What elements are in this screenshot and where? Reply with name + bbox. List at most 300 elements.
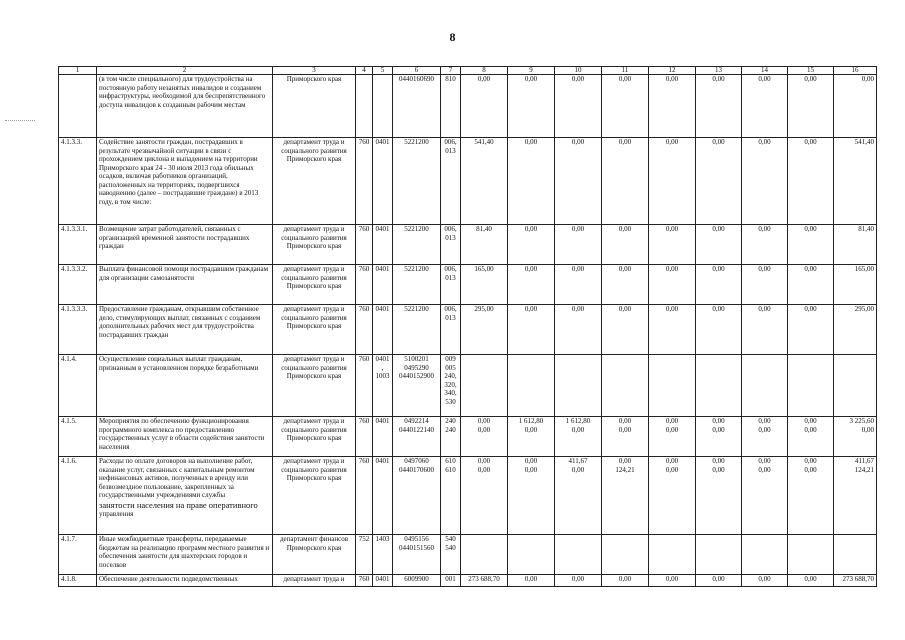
- target-article: 5221200: [404, 225, 429, 233]
- target-article: 0440152900: [399, 372, 434, 380]
- table-row: [59, 457, 877, 535]
- amount-cell: 165,00: [461, 265, 508, 305]
- expense-type-codes: [441, 225, 461, 265]
- responsible-org: Приморского края: [273, 75, 356, 138]
- expense-type: 540: [445, 535, 456, 543]
- amount-cell: 0,00: [788, 75, 834, 138]
- item-name-part: управления: [99, 509, 134, 518]
- amount-cell: [649, 417, 696, 457]
- amount-value: 0,00: [712, 425, 725, 434]
- table-body: [59, 67, 877, 587]
- amount-value: 0,00: [712, 465, 725, 474]
- amount-value: 0,00: [804, 457, 817, 465]
- expense-type-codes: [441, 265, 461, 305]
- target-article: 5221200: [404, 265, 429, 273]
- header-cell: 13: [696, 67, 742, 75]
- amount-cell: 165,00: [834, 265, 877, 305]
- amount-value: 0,00: [861, 425, 874, 434]
- section-code: [373, 75, 393, 138]
- amount-stack: [604, 417, 646, 434]
- amount-cell: [649, 457, 696, 535]
- section-code: 0401: [373, 417, 393, 457]
- ministry-code: 760: [356, 575, 373, 587]
- amount-stack: [651, 457, 693, 474]
- amount-cell: 0,00: [602, 265, 649, 305]
- header-cell: 14: [742, 67, 788, 75]
- code-stack: [443, 575, 458, 584]
- target-article-codes: [393, 225, 441, 265]
- header-cell: 15: [788, 67, 834, 75]
- amount-stack: [604, 457, 646, 474]
- amount-value: 0,00: [477, 457, 491, 465]
- table-row: [59, 355, 877, 417]
- amount-value: 124,21: [615, 465, 635, 474]
- amount-cell: [555, 535, 602, 575]
- amount-cell: 0,00: [649, 575, 696, 587]
- amount-cell: [742, 535, 788, 575]
- target-article-codes: [393, 457, 441, 535]
- amount-cell: 541,40: [461, 138, 508, 225]
- table-row: [59, 265, 877, 305]
- amount-cell: 273 688,70: [834, 575, 877, 587]
- header-cell: 5: [373, 67, 393, 75]
- amount-cell: 0,00: [696, 138, 742, 225]
- amount-value: 0,00: [712, 417, 725, 425]
- amount-cell: 0,00: [696, 575, 742, 587]
- responsible-org: департамент финансов Приморского края: [273, 535, 356, 575]
- amount-cell: 0,00: [602, 75, 649, 138]
- amount-cell: 81,40: [834, 225, 877, 265]
- amount-cell: [788, 417, 834, 457]
- amount-cell: 0,00: [696, 225, 742, 265]
- amount-cell: 0,00: [461, 75, 508, 138]
- amount-value: 3 225,60: [849, 417, 874, 425]
- responsible-org: департамент труда и социального развития Приморского края: [273, 265, 356, 305]
- item-name-part: Расходы по оплате договоров на выполнение работ, оказание услуг, связанных с капитальным ремонтом нефинансовых активов, полученных в аренду или безвозмездное пользование, закрепленных за государственными учреждениями службы: [99, 457, 255, 499]
- target-article: 0497060: [404, 457, 429, 465]
- expense-type-codes: [441, 138, 461, 225]
- amount-cell: [555, 457, 602, 535]
- amount-stack: [557, 457, 599, 474]
- expense-type: 006,: [444, 138, 457, 146]
- amount-value: 0,00: [618, 457, 632, 465]
- header-row: [59, 67, 877, 75]
- target-article-codes: [393, 417, 441, 457]
- expense-type: 006,: [444, 265, 457, 273]
- responsible-org: департамент труда и: [273, 575, 356, 587]
- responsible-org: департамент труда и социального развития Приморского края: [273, 305, 356, 355]
- table-row: [59, 305, 877, 355]
- amount-cell: [742, 355, 788, 417]
- target-article-codes: [393, 305, 441, 355]
- item-number: 4.1.6.: [59, 457, 97, 535]
- amount-cell: 0,00: [742, 575, 788, 587]
- amount-value: 0,00: [804, 417, 817, 425]
- amount-cell: [788, 457, 834, 535]
- amount-cell: 0,00: [788, 225, 834, 265]
- amount-cell: 0,00: [508, 75, 555, 138]
- amount-cell: 0,00: [555, 575, 602, 587]
- amount-cell: 0,00: [602, 225, 649, 265]
- amount-cell: 0,00: [555, 75, 602, 138]
- table-row: [59, 225, 877, 265]
- amount-cell: 0,00: [649, 305, 696, 355]
- target-article: 0492214: [404, 417, 429, 425]
- expense-type: 540: [445, 543, 456, 552]
- amount-cell: 0,00: [696, 305, 742, 355]
- amount-value: 0,00: [477, 425, 491, 434]
- amount-value: 0,00: [804, 465, 817, 474]
- amount-cell: 0,00: [742, 225, 788, 265]
- amount-stack: [790, 457, 831, 474]
- amount-value: 0,00: [477, 465, 491, 474]
- target-article: 0495156: [404, 535, 429, 543]
- amount-stack: [698, 457, 739, 474]
- header-cell: 9: [508, 67, 555, 75]
- amount-cell: 0,00: [508, 575, 555, 587]
- amount-cell: 0,00: [649, 225, 696, 265]
- amount-cell: [649, 355, 696, 417]
- amount-value: 0,00: [758, 417, 771, 425]
- expense-type-codes: [441, 575, 461, 587]
- target-article-codes: [393, 535, 441, 575]
- amount-stack: [790, 417, 831, 434]
- amount-value: 0,00: [618, 417, 632, 425]
- item-name: (в том числе специального) для трудоустройства на постоянную работу незанятых инвалидов и созданием инфраструктуры, необходимой для беспрепятственного доступа инвалидов к созданным рабочим местам: [97, 75, 273, 138]
- item-name: Выплата финансовой помощи пострадавшим гражданам для организации самозанятости: [97, 265, 273, 305]
- code-stack: [443, 305, 458, 322]
- table-row: [59, 535, 877, 575]
- amount-cell: 0,00: [555, 305, 602, 355]
- amount-stack: [463, 417, 505, 434]
- amount-cell: [649, 535, 696, 575]
- amount-value: 411,67: [855, 457, 874, 465]
- amount-cell: 0,00: [742, 265, 788, 305]
- amount-cell: [742, 457, 788, 535]
- item-number: 4.1.3.3.1.: [59, 225, 97, 265]
- code-stack: [395, 75, 438, 84]
- target-article-codes: [393, 75, 441, 138]
- header-cell: 11: [602, 67, 649, 75]
- amount-value: 0,00: [665, 425, 679, 434]
- ministry-code: 760: [356, 305, 373, 355]
- amount-cell: [696, 355, 742, 417]
- amount-value: 0,00: [665, 417, 679, 425]
- amount-cell: 0,00: [788, 575, 834, 587]
- amount-cell: 0,00: [788, 265, 834, 305]
- table-row: [59, 138, 877, 225]
- item-name-part: занятости населения на праве оперативного: [99, 499, 258, 510]
- code-stack: [395, 457, 438, 474]
- amount-value: 0,00: [477, 417, 491, 425]
- amount-cell: 273 688,70: [461, 575, 508, 587]
- amount-cell: 0,00: [555, 138, 602, 225]
- amount-cell: [508, 535, 555, 575]
- header-cell: 2: [97, 67, 273, 75]
- expense-type: 013: [445, 233, 456, 242]
- item-number: 4.1.3.3.: [59, 138, 97, 225]
- item-number: 4.1.3.3.2.: [59, 265, 97, 305]
- amount-cell: 0,00: [696, 75, 742, 138]
- code-stack: [443, 417, 458, 434]
- amount-cell: [602, 457, 649, 535]
- amount-cell: 0,00: [508, 138, 555, 225]
- target-article: 0495290: [404, 363, 429, 372]
- amount-value: 0,00: [665, 457, 679, 465]
- amount-cell: [508, 355, 555, 417]
- code-stack: [443, 355, 458, 406]
- header-cell: 10: [555, 67, 602, 75]
- amount-cell: 0,00: [742, 138, 788, 225]
- header-cell: 1: [59, 67, 97, 75]
- amount-value: 411,67: [568, 457, 588, 465]
- amount-cell: 295,00: [461, 305, 508, 355]
- item-number: [59, 75, 97, 138]
- amount-cell: 0,00: [555, 265, 602, 305]
- item-name: [97, 457, 273, 535]
- code-stack: [395, 417, 438, 434]
- expense-type-codes: [441, 75, 461, 138]
- code-stack: [443, 265, 458, 282]
- amount-cell: [788, 535, 834, 575]
- amount-cell: [742, 417, 788, 457]
- expense-type: 001: [445, 575, 456, 583]
- amount-cell: 0,00: [508, 305, 555, 355]
- header-cell: 8: [461, 67, 508, 75]
- table-row: [59, 75, 877, 138]
- amount-cell: 0,00: [602, 575, 649, 587]
- amount-cell: [555, 355, 602, 417]
- ministry-code: [356, 75, 373, 138]
- ministry-code: 760: [356, 265, 373, 305]
- amount-cell: 0,00: [834, 75, 877, 138]
- amount-cell: 0,00: [696, 265, 742, 305]
- expense-type: 240: [445, 425, 456, 434]
- ministry-code: 752: [356, 535, 373, 575]
- code-stack: [395, 225, 438, 234]
- amount-value: 0,00: [758, 465, 771, 474]
- target-article: 5100201: [404, 355, 429, 363]
- expense-type: 006,: [444, 305, 457, 313]
- amount-stack: [463, 457, 505, 474]
- item-number: 4.1.3.3.3.: [59, 305, 97, 355]
- amount-stack: [510, 457, 552, 474]
- amount-cell: [461, 417, 508, 457]
- amount-stack: [836, 457, 874, 474]
- amount-cell: [602, 535, 649, 575]
- section-code: 0401: [373, 305, 393, 355]
- section-code: 1403: [373, 535, 393, 575]
- amount-stack: [557, 417, 599, 434]
- code-stack: [443, 138, 458, 155]
- header-cell: 6: [393, 67, 441, 75]
- item-name: Возмещение затрат работодателей, связанных с организацией временной занятости пострадавших граждан: [97, 225, 273, 265]
- amount-cell: 0,00: [649, 138, 696, 225]
- item-number: 4.1.4.: [59, 355, 97, 417]
- ministry-code: 760: [356, 417, 373, 457]
- code-stack: [395, 265, 438, 274]
- table-row: [59, 575, 877, 587]
- amount-value: 1 612,80: [565, 417, 591, 425]
- amount-cell: 0,00: [602, 305, 649, 355]
- amount-cell: 0,00: [508, 265, 555, 305]
- ministry-code: 760: [356, 225, 373, 265]
- target-article-codes: [393, 138, 441, 225]
- amount-cell: [555, 417, 602, 457]
- header-cell: 7: [441, 67, 461, 75]
- item-name: Мероприятия по обеспечению функционирования программного комплекса по предоставлению государственных услуг в области содействия занятости населения: [97, 417, 273, 457]
- amount-cell: [696, 457, 742, 535]
- responsible-org: департамент труда и социального развития Приморского края: [273, 138, 356, 225]
- target-article-codes: [393, 265, 441, 305]
- expense-type: 610: [445, 457, 456, 465]
- amount-cell: [461, 457, 508, 535]
- expense-type: 610: [445, 465, 456, 474]
- amount-value: 0,00: [524, 425, 538, 434]
- amount-cell: [508, 417, 555, 457]
- code-stack: [443, 75, 458, 84]
- header-cell: 16: [834, 67, 877, 75]
- amount-value: 124,21: [854, 465, 874, 474]
- target-article: 6009900: [404, 575, 429, 583]
- amount-cell: [508, 457, 555, 535]
- section-code: 0401: [373, 575, 393, 587]
- amount-stack: [744, 457, 785, 474]
- header-cell: 12: [649, 67, 696, 75]
- expense-type: 013: [445, 313, 456, 322]
- code-stack: [395, 355, 438, 381]
- amount-stack: [744, 417, 785, 434]
- target-article: 0440151560: [399, 543, 434, 552]
- amount-value: 1 612,80: [518, 417, 544, 425]
- expense-type: 240, 320, 340, 530: [444, 372, 457, 406]
- amount-cell: 0,00: [788, 138, 834, 225]
- expense-type-codes: [441, 417, 461, 457]
- item-name: Обеспечение деятельности подведомственных: [97, 575, 273, 587]
- item-name: Осуществление социальных выплат гражданам, признанным в установленном порядке безработными: [97, 355, 273, 417]
- section-code: 0401: [373, 225, 393, 265]
- amount-cell: 0,00: [649, 75, 696, 138]
- code-stack: [443, 225, 458, 242]
- item-name: Предоставление гражданам, открывшим собственное дело, стимулирующих выплат, связанных с созданием дополнительных рабочих мест для трудоустройства пострадавших граждан: [97, 305, 273, 355]
- target-article: 5221200: [404, 305, 429, 313]
- amount-value: 0,00: [524, 457, 538, 465]
- expense-type: 240: [445, 417, 456, 425]
- item-number: 4.1.8.: [59, 575, 97, 587]
- item-number: 4.1.5.: [59, 417, 97, 457]
- expense-type: 013: [445, 146, 456, 155]
- responsible-org: департамент труда и социального развития Приморского края: [273, 417, 356, 457]
- item-number: 4.1.7.: [59, 535, 97, 575]
- item-name: Содействие занятости граждан, пострадавших в результате чрезвычайной ситуации в связи с прохождением циклона и выпадением на территории Приморского края 24 - 30 июля 2013 года обильных осадков, включая работников организаций, расположенных на территориях, подвергшихся наводнению (далее – пострадавшие граждане) в 2013 году, в том числе:: [97, 138, 273, 225]
- table-row: [59, 417, 877, 457]
- ministry-code: 760: [356, 355, 373, 417]
- amount-value: 0,00: [571, 425, 585, 434]
- expense-type: 009: [445, 355, 456, 363]
- code-stack: [395, 138, 438, 147]
- amount-cell: 0,00: [508, 225, 555, 265]
- amount-cell: [461, 355, 508, 417]
- target-article: 0440170600: [399, 465, 434, 474]
- amount-value: 0,00: [524, 465, 538, 474]
- scan-edge-mark: [5, 120, 35, 123]
- expense-type: 013: [445, 273, 456, 282]
- ministry-code: 760: [356, 457, 373, 535]
- responsible-org: департамент труда и социального развития Приморского края: [273, 457, 356, 535]
- section-code: 0401, 1003: [373, 355, 393, 417]
- budget-table: [58, 66, 877, 587]
- amount-cell: 541,40: [834, 138, 877, 225]
- amount-stack: [510, 417, 552, 434]
- amount-value: 0,00: [618, 425, 632, 434]
- section-code: 0401: [373, 457, 393, 535]
- ministry-code: 760: [356, 138, 373, 225]
- expense-type-codes: [441, 305, 461, 355]
- amount-cell: [834, 457, 877, 535]
- page-number: 8: [449, 30, 456, 44]
- amount-value: 0,00: [758, 457, 771, 465]
- responsible-org: департамент труда и социального развития Приморского края: [273, 355, 356, 417]
- expense-type: 005: [445, 363, 456, 372]
- item-name: Иные межбюджетные трансферты, передаваемые бюджетам на реализацию программ местного развития и обеспечения занятости для шахтерских городов и поселков: [97, 535, 273, 575]
- expense-type: 006,: [444, 225, 457, 233]
- amount-cell: [834, 535, 877, 575]
- code-stack: [443, 457, 458, 474]
- expense-type-codes: [441, 355, 461, 417]
- code-stack: [395, 305, 438, 314]
- code-stack: [395, 575, 438, 584]
- amount-cell: [602, 417, 649, 457]
- amount-cell: 295,00: [834, 305, 877, 355]
- amount-cell: 0,00: [555, 225, 602, 265]
- amount-cell: [461, 535, 508, 575]
- amount-cell: [834, 355, 877, 417]
- target-article: 0440160690: [399, 75, 434, 83]
- responsible-org: департамент труда и социального развития Приморского края: [273, 225, 356, 265]
- header-cell: 3: [273, 67, 356, 75]
- code-stack: [395, 535, 438, 552]
- target-article: 0440122140: [399, 425, 434, 434]
- target-article: 5221200: [404, 138, 429, 146]
- amount-cell: 0,00: [742, 75, 788, 138]
- amount-cell: 0,00: [602, 138, 649, 225]
- amount-stack: [651, 417, 693, 434]
- expense-type-codes: [441, 535, 461, 575]
- amount-value: 0,00: [804, 425, 817, 434]
- amount-cell: 0,00: [742, 305, 788, 355]
- amount-stack: [836, 417, 874, 434]
- amount-value: 0,00: [758, 425, 771, 434]
- amount-stack: [698, 417, 739, 434]
- amount-cell: 0,00: [649, 265, 696, 305]
- target-article-codes: [393, 575, 441, 587]
- amount-cell: [834, 417, 877, 457]
- amount-cell: [602, 355, 649, 417]
- amount-cell: [696, 417, 742, 457]
- section-code: 0401: [373, 265, 393, 305]
- amount-value: 0,00: [571, 465, 585, 474]
- section-code: 0401: [373, 138, 393, 225]
- expense-type-codes: [441, 457, 461, 535]
- target-article-codes: [393, 355, 441, 417]
- amount-cell: 0,00: [788, 305, 834, 355]
- expense-type: 810: [445, 75, 456, 83]
- amount-cell: [788, 355, 834, 417]
- code-stack: [443, 535, 458, 552]
- amount-value: 0,00: [712, 457, 725, 465]
- amount-value: 0,00: [665, 465, 679, 474]
- header-cell: 4: [356, 67, 373, 75]
